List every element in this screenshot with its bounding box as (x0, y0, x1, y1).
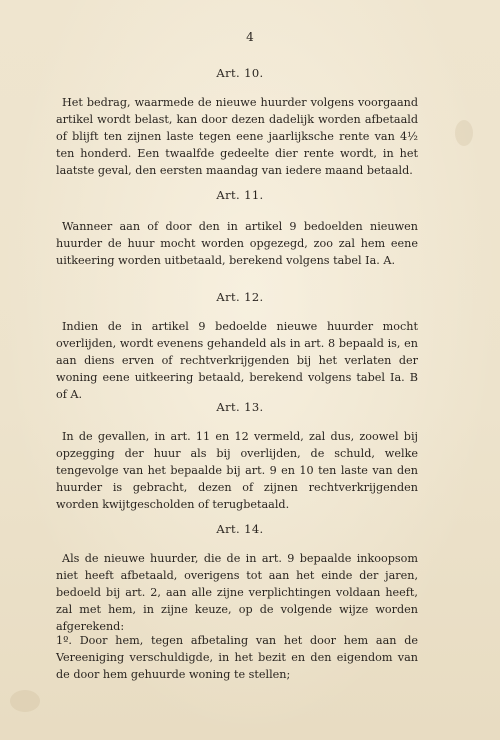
list-item-text: Door hem, tegen afbetaling van het door hem aan de Vereeniging verschuldigde, in het bezit en den eigendom van de door hem gehuurde woning te stellen; (56, 634, 418, 681)
article-heading: Art. 12. (216, 290, 264, 304)
article-heading: Art. 11. (216, 188, 264, 202)
article-heading: Art. 14. (216, 522, 264, 536)
page-number: 4 (246, 30, 254, 44)
paper-stain (455, 120, 473, 146)
article-heading: Art. 10. (216, 66, 264, 80)
paper-stain (10, 690, 40, 712)
article-heading: Art. 13. (216, 400, 264, 414)
article-paragraph: In de gevallen, in art. 11 en 12 vermeld, zal dus, zoowel bij opzegging der huur als bij overlijden, de schuld, welke tengevolge van het bepaalde bij art. 9 en 10 ten laste van den huurder is gebracht, dezen of zijnen rechtverkrijgenden worden kwijtgescholden of terugbetaald. (56, 430, 418, 511)
list-item (56, 632, 418, 683)
list-item-number: 1º. (56, 634, 72, 647)
article-paragraph: Het bedrag, waarmede de nieuwe huurder volgens voorgaand artikel wordt belast, kan door dezen dadelijk worden afbetaald of blijft ten zijnen laste tegen eene jaarlijksche rente van 4½ ten honderd. Een twaalfde gedeelte dier rente wordt, in het laatste geval, den eersten maandag van iedere maand betaald. (56, 96, 418, 177)
article-paragraph: Indien de in artikel 9 bedoelde nieuwe huurder mocht overlijden, wordt evenens gehandeld als in art. 8 bepaald is, en aan diens erven of rechtverkrijgenden bij het verlaten der woning eene uitkeering betaald, berekend volgens tabel Ia. B of A. (56, 320, 418, 401)
article-paragraph: Wanneer aan of door den in artikel 9 bedoelden nieuwen huurder de huur mocht worden opgezegd, zoo zal hem eene uitkeering worden uitbetaald, berekend volgens tabel Ia. A. (56, 220, 418, 267)
article-paragraph: Als de nieuwe huurder, die de in art. 9 bepaalde inkoopsom niet heeft afbetaald, overigens tot aan het einde der jaren, bedoeld bij art. 2, aan alle zijne verplichtingen voldaan heeft, zal met hem, in zijne keuze, op de volgende wijze worden afgerekend: (56, 552, 418, 633)
